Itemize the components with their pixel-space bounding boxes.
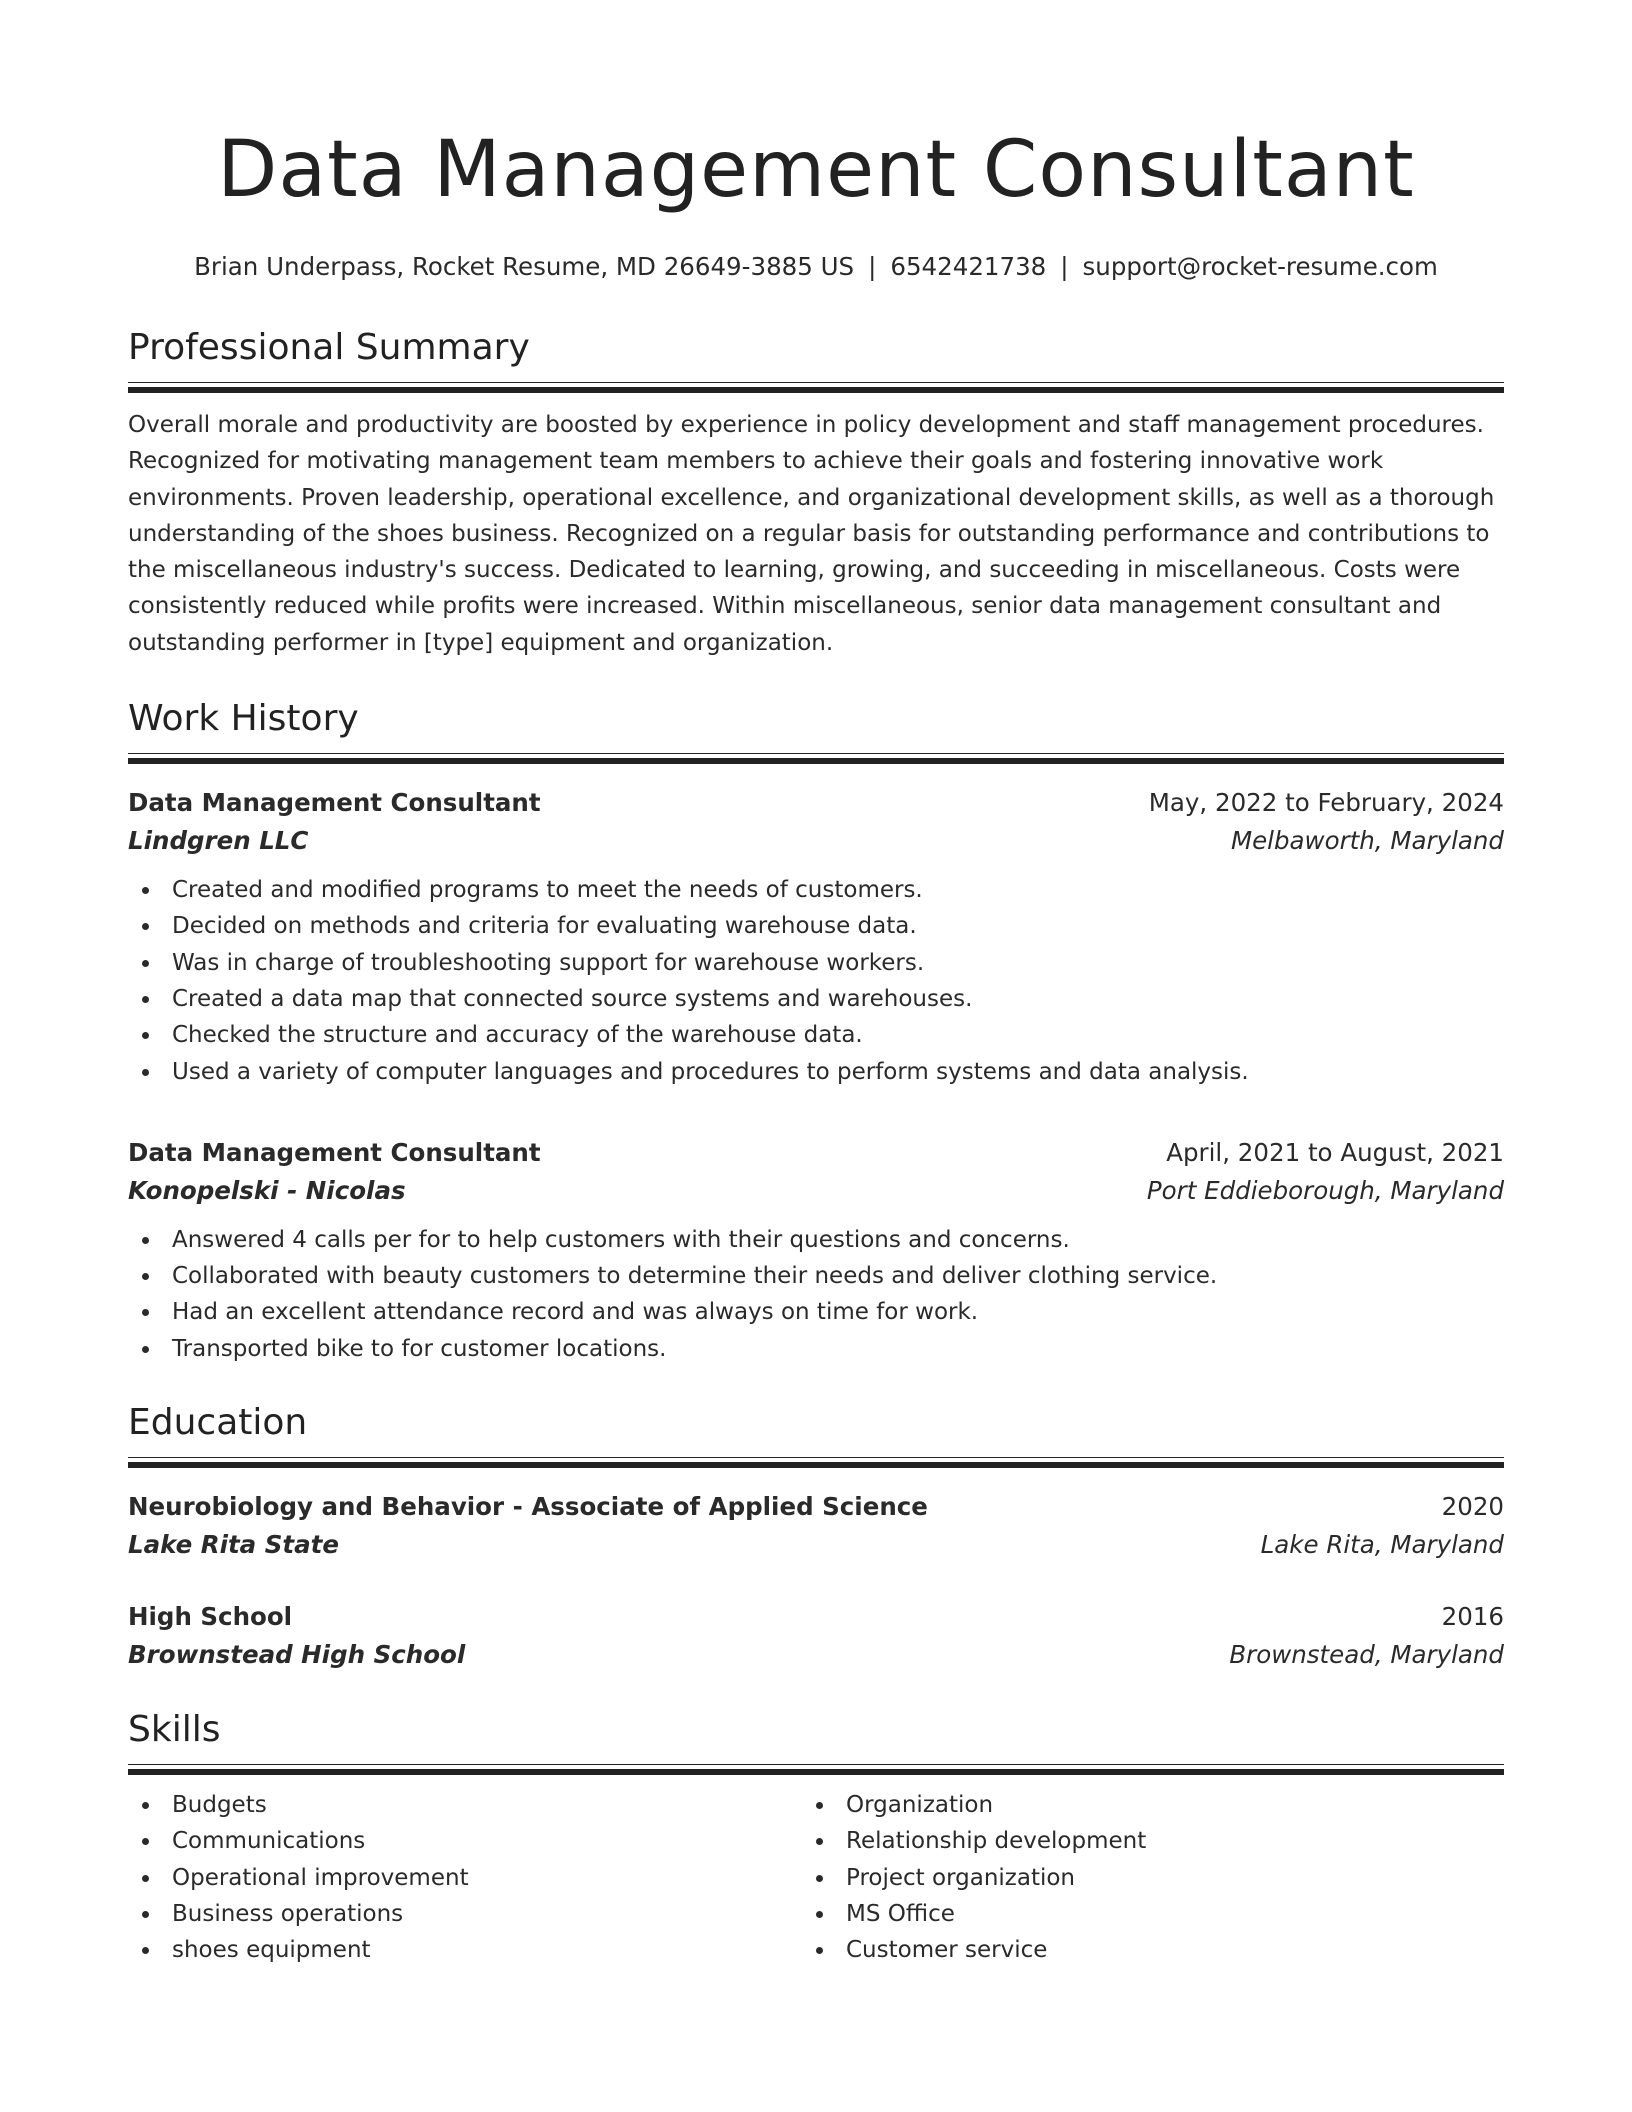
list-item: Created and modified programs to meet the needs of customers. [128, 872, 1504, 908]
job-title: Data Management Consultant [128, 1137, 541, 1167]
contact-separator: | [868, 252, 877, 281]
skill-item: Operational improvement [128, 1860, 802, 1896]
skill-item: Communications [128, 1823, 802, 1859]
section-heading: Work History [128, 698, 359, 740]
education-year: 2020 [1441, 1492, 1504, 1522]
section-divider [128, 753, 1504, 764]
education-degree: Neurobiology and Behavior - Associate of Applied Science [128, 1492, 928, 1522]
education-header-row [128, 1598, 1504, 1636]
education-school-row [128, 1636, 1504, 1674]
education-entry [128, 1598, 1504, 1674]
contact-address: Brian Underpass, Rocket Resume, MD 26649-3885 US [194, 252, 855, 281]
job-company: Konopelski - Nicolas [128, 1175, 406, 1205]
list-item: Created a data map that connected source systems and warehouses. [128, 981, 1504, 1017]
contact-line [128, 250, 1504, 284]
skill-item: Organization [802, 1787, 1476, 1823]
section-work-history [128, 695, 1504, 1367]
section-divider [128, 1764, 1504, 1775]
skills-list [128, 1787, 802, 1968]
job-dates: April, 2021 to August, 2021 [1166, 1137, 1504, 1167]
section-divider [128, 382, 1504, 393]
list-item: Used a variety of computer languages and procedures to perform systems and data analysis. [128, 1054, 1504, 1090]
skill-item: Customer service [802, 1932, 1476, 1968]
contact-email: support@rocket-resume.com [1082, 252, 1438, 281]
contact-phone: 6542421738 [890, 252, 1047, 281]
skills-grid [128, 1787, 1504, 1968]
list-item: Transported bike to for customer locations. [128, 1331, 1504, 1367]
education-school-row [128, 1526, 1504, 1564]
skill-item: Budgets [128, 1787, 802, 1823]
skills-list [802, 1787, 1476, 1968]
job-bullets [128, 872, 1504, 1090]
job-company-row [128, 1172, 1504, 1210]
skill-item: shoes equipment [128, 1932, 802, 1968]
education-location: Lake Rita, Maryland [1260, 1530, 1504, 1560]
skill-item: Project organization [802, 1860, 1476, 1896]
job-location: Melbaworth, Maryland [1230, 826, 1504, 856]
skill-item: Relationship development [802, 1823, 1476, 1859]
job-title: Data Management Consultant [128, 788, 541, 818]
skill-item: Business operations [128, 1896, 802, 1932]
section-heading: Professional Summary [128, 327, 530, 368]
education-degree: High School [128, 1602, 293, 1632]
skills-column-left [128, 1787, 802, 1968]
section-heading: Education [128, 1402, 308, 1444]
list-item: Collaborated with beauty customers to determine their needs and deliver clothing service. [128, 1258, 1504, 1294]
summary-text: Overall morale and productivity are boosted by experience in policy development and staff management procedures. Recognized for motivating management team members to achieve their goals and fostering innovative work environments. Proven leadership, operational excellence, and organizational development skills, as well as a thorough understanding of the shoes business. Recognized on a regular basis for outstanding performance and contributions to the miscellaneous industry's success. Dedicated to learning, growing, and succeeding in miscellaneous. Costs were consistently reduced while profits were increased. Within miscellaneous, senior data management consultant and outstanding performer in [type] equipment and organization. [128, 412, 1495, 656]
job-dates: May, 2022 to February, 2024 [1148, 788, 1504, 818]
education-entry [128, 1488, 1504, 1564]
list-item: Had an excellent attendance record and was always on time for work. [128, 1294, 1504, 1330]
skills-column-right [802, 1787, 1476, 1968]
section-skills [128, 1706, 1504, 1968]
education-location: Brownstead, Maryland [1229, 1640, 1504, 1670]
job-header-row [128, 1134, 1504, 1172]
job-bullets [128, 1222, 1504, 1367]
job-header-row [128, 784, 1504, 822]
education-school: Brownstead High School [128, 1640, 466, 1670]
resume-title: Data Management Consultant [217, 125, 1415, 215]
job-entry [128, 784, 1504, 1090]
list-item: Answered 4 calls per for to help customers with their questions and concerns. [128, 1222, 1504, 1258]
list-item: Was in charge of troubleshooting support for warehouse workers. [128, 945, 1504, 981]
section-divider [128, 1457, 1504, 1468]
job-company-row [128, 822, 1504, 860]
section-professional-summary [128, 324, 1504, 661]
contact-separator: | [1060, 252, 1069, 281]
section-heading: Skills [128, 1709, 221, 1751]
section-education [128, 1399, 1504, 1674]
list-item: Decided on methods and criteria for evaluating warehouse data. [128, 908, 1504, 944]
education-year: 2016 [1441, 1602, 1504, 1632]
job-company: Lindgren LLC [128, 826, 309, 856]
education-header-row [128, 1488, 1504, 1526]
skill-item: MS Office [802, 1896, 1476, 1932]
list-item: Checked the structure and accuracy of the warehouse data. [128, 1017, 1504, 1053]
job-entry [128, 1134, 1504, 1367]
job-location: Port Eddieborough, Maryland [1146, 1175, 1504, 1205]
education-school: Lake Rita State [128, 1530, 339, 1560]
